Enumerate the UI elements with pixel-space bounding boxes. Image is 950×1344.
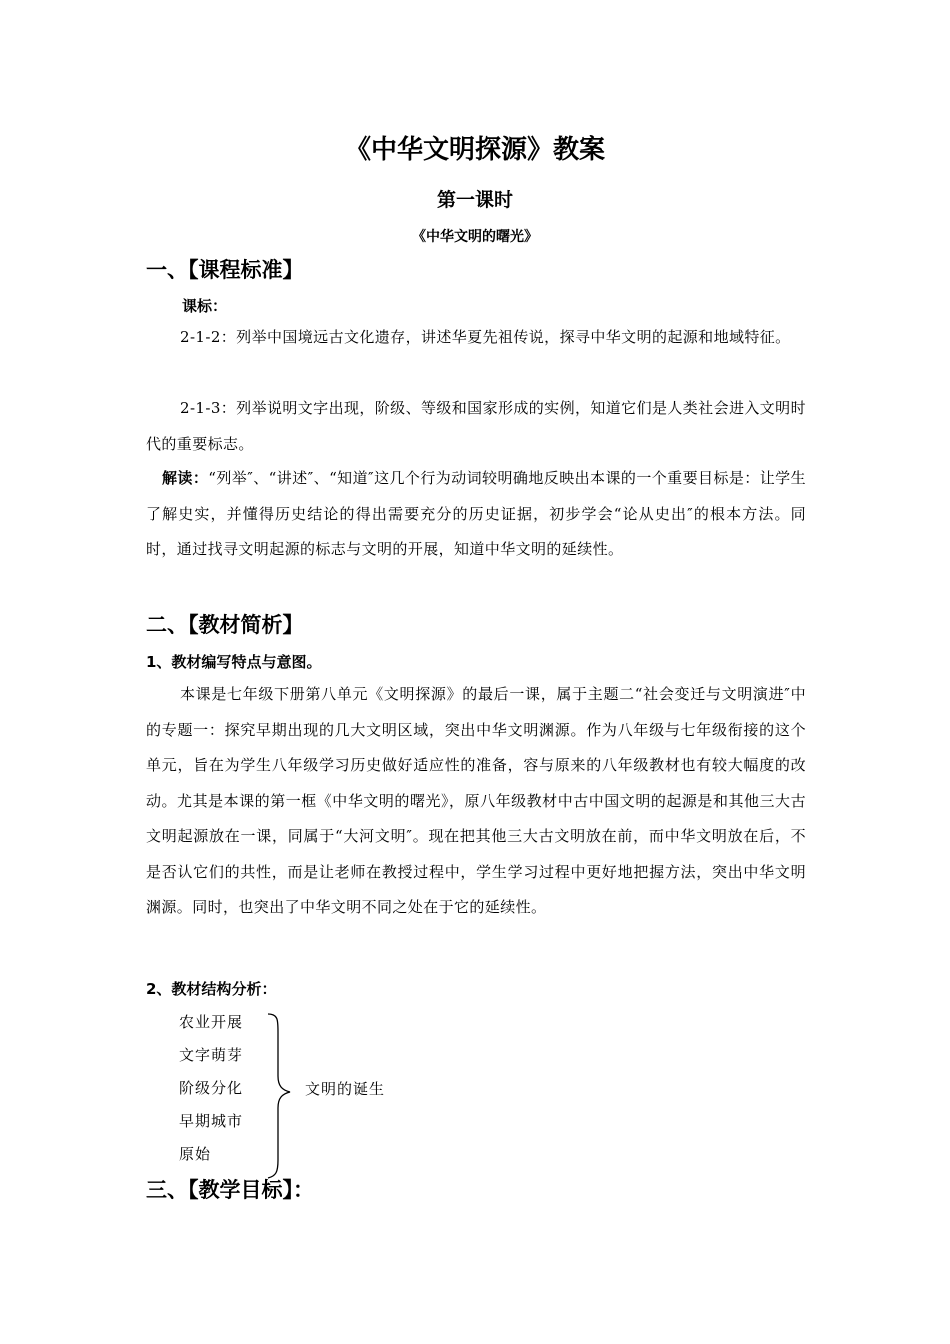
- structure-result: 文明的诞生: [305, 1080, 386, 1098]
- section-heading-textbook-analysis: 二、【教材简析】: [146, 613, 304, 637]
- structure-item: 早期城市: [179, 1112, 244, 1130]
- section-heading-teaching-objectives: 三、【教学目标】：: [146, 1178, 314, 1202]
- interpretation-label: 解读：: [162, 469, 209, 487]
- interpretation-text: “列举″、“讲述″、“知道″这几个行为动词较明确地反映出本课的一个重要目标是：让学生了解史实，并懂得历史结论的得出需要充分的历史证据，初步学会“论从史出″的根本方法。同时，通过找寻文明起源的标志与文明的开展，知道中华文明的延续性。: [146, 469, 806, 558]
- structure-item: 文字萌芽: [179, 1046, 244, 1064]
- section-heading-curriculum-standard: 一、【课程标准】: [146, 258, 304, 282]
- document-title: 《中华文明探源》教案: [344, 135, 605, 165]
- structure-item: 阶级分化: [179, 1079, 244, 1097]
- structure-item: 原始: [179, 1145, 212, 1163]
- curriculum-label: 课标：: [182, 297, 228, 315]
- structure-item: 农业开展: [179, 1013, 244, 1031]
- subheading-structure-analysis: 2、教材结构分析：: [146, 980, 277, 998]
- textbook-analysis-paragraph: 本课是七年级下册第八单元《文明探源》的最后一课，属于主题二“社会变迁与文明演进″中的专题一：探究早期出现的几大文明区域，突出中华文明渊源。作为八年级与七年级衔接的这个单元，旨在为学生八年级学习历史做好适应性的准备，容与原来的八年级教材也有较大幅度的改动。尤其是本课的第一框《中华文明的曙光》，原八年级教材中古中国文明的起源是和其他三大古文明起源放在一课，同属于“大河文明″。现在把其他三大古文明放在前，而中华文明放在后，不是否认它们的共性，而是让老师在教授过程中，学生学习过程中更好地把握方法，突出中华文明渊源。同时，也突出了中华文明不同之处在于它的延续性。: [146, 685, 806, 916]
- interpretation-paragraph: [146, 461, 806, 568]
- standard-paragraph-2: 2-1-3：列举说明文字出现，阶级、等级和国家形成的实例，知道它们是人类社会进入文明时代的重要标志。: [146, 399, 806, 453]
- subheading-writing-features: 1、教材编写特点与意图。: [146, 653, 322, 671]
- standard-paragraph-1: 2-1-2：列举中国境远古文化遗存，讲述华夏先祖传说，探寻中华文明的起源和地域特征。: [180, 328, 791, 346]
- lesson-name: 《中华文明的曙光》: [412, 229, 538, 245]
- document-subtitle: 第一课时: [436, 189, 513, 211]
- structure-brace: [262, 1010, 296, 1180]
